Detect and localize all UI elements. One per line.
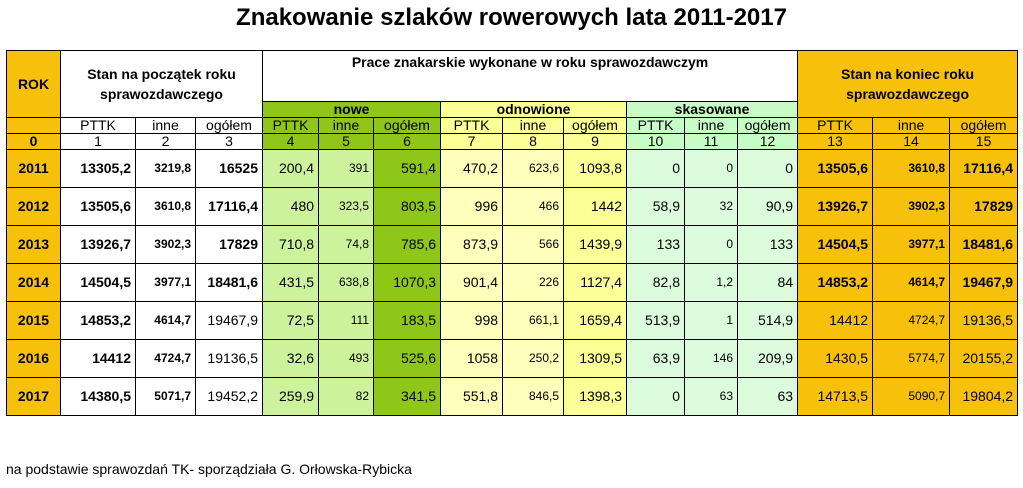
header-end-state: Stan na koniec roku sprawozdawczego — [798, 51, 1018, 118]
table-cell: 480 — [263, 188, 319, 226]
header-work: Prace znakarskie wykonane w roku sprawozdawczym — [263, 51, 798, 102]
table-cell: 0 — [627, 378, 685, 416]
subheader-ogolem: ogółem — [196, 118, 263, 134]
year-cell: 2015 — [7, 302, 61, 340]
table-row — [7, 150, 1018, 188]
column-number: 9 — [564, 134, 627, 150]
subheader-inne: inne — [685, 118, 738, 134]
table-cell: 82 — [319, 378, 374, 416]
table-cell: 13505,6 — [61, 188, 136, 226]
table-cell: 623,6 — [503, 150, 564, 188]
table-row — [7, 378, 1018, 416]
table-cell: 250,2 — [503, 340, 564, 378]
table-cell: 591,4 — [374, 150, 441, 188]
column-number: 14 — [873, 134, 950, 150]
year-cell: 2014 — [7, 264, 61, 302]
table-cell: 32,6 — [263, 340, 319, 378]
subheader-ogolem: ogółem — [374, 118, 441, 134]
year-cell: 2011 — [7, 150, 61, 188]
header-odnowione: odnowione — [441, 102, 627, 118]
table-cell: 3219,8 — [136, 150, 196, 188]
table-row — [7, 264, 1018, 302]
table-cell: 785,6 — [374, 226, 441, 264]
table-cell: 133 — [738, 226, 798, 264]
table-cell: 1058 — [441, 340, 503, 378]
table-cell: 3610,8 — [136, 188, 196, 226]
table-cell: 391 — [319, 150, 374, 188]
table-cell: 873,9 — [441, 226, 503, 264]
column-number: 8 — [503, 134, 564, 150]
table-cell: 525,6 — [374, 340, 441, 378]
table-cell: 1093,8 — [564, 150, 627, 188]
subheader-pttk: PTTK — [61, 118, 136, 134]
table-cell: 638,8 — [319, 264, 374, 302]
subheader-ogolem: ogółem — [950, 118, 1018, 134]
subheader-inne: inne — [503, 118, 564, 134]
column-number-row — [7, 134, 1018, 150]
table-cell: 14713,5 — [798, 378, 873, 416]
column-number: 5 — [319, 134, 374, 150]
table-cell: 466 — [503, 188, 564, 226]
table-cell: 18481,6 — [950, 226, 1018, 264]
table-cell: 431,5 — [263, 264, 319, 302]
header-rok: ROK — [7, 51, 61, 118]
table-cell: 18481,6 — [196, 264, 263, 302]
table-cell: 0 — [685, 226, 738, 264]
table-cell: 4724,7 — [873, 302, 950, 340]
table-cell: 0 — [738, 150, 798, 188]
table-cell: 17116,4 — [950, 150, 1018, 188]
table-row — [7, 302, 1018, 340]
table-cell: 1,2 — [685, 264, 738, 302]
table-cell: 17116,4 — [196, 188, 263, 226]
table-cell: 996 — [441, 188, 503, 226]
table-cell: 1127,4 — [564, 264, 627, 302]
table-cell: 13305,2 — [61, 150, 136, 188]
subheader-inne: inne — [136, 118, 196, 134]
table-cell: 0 — [627, 150, 685, 188]
year-cell: 2013 — [7, 226, 61, 264]
table-cell: 200,4 — [263, 150, 319, 188]
table-cell: 63 — [738, 378, 798, 416]
footer-note: na podstawie sprawozdań TK- sporządziała G. Orłowska-Rybicka — [6, 461, 412, 477]
table-cell: 1439,9 — [564, 226, 627, 264]
table-cell: 20155,2 — [950, 340, 1018, 378]
column-number: 4 — [263, 134, 319, 150]
year-cell: 2012 — [7, 188, 61, 226]
table-cell: 259,9 — [263, 378, 319, 416]
table-cell: 111 — [319, 302, 374, 340]
table-cell: 14504,5 — [61, 264, 136, 302]
column-number: 7 — [441, 134, 503, 150]
table-cell: 14412 — [61, 340, 136, 378]
column-number: 13 — [798, 134, 873, 150]
table-cell: 19136,5 — [196, 340, 263, 378]
page-title: Znakowanie szlaków rowerowych lata 2011-2017 — [236, 4, 787, 31]
table-cell: 803,5 — [374, 188, 441, 226]
column-number: 10 — [627, 134, 685, 150]
data-table — [6, 50, 1018, 416]
table-cell: 493 — [319, 340, 374, 378]
table-cell: 0 — [685, 150, 738, 188]
table-row — [7, 226, 1018, 264]
table-cell: 470,2 — [441, 150, 503, 188]
table-cell: 4724,7 — [136, 340, 196, 378]
table-cell: 13926,7 — [61, 226, 136, 264]
table-cell: 14504,5 — [798, 226, 873, 264]
subheader-inne: inne — [319, 118, 374, 134]
table-cell: 1430,5 — [798, 340, 873, 378]
table-cell: 14853,2 — [798, 264, 873, 302]
table-cell: 514,9 — [738, 302, 798, 340]
header-start-state: Stan na początek roku sprawozdawczego — [61, 51, 263, 118]
table-cell: 14412 — [798, 302, 873, 340]
table-row — [7, 188, 1018, 226]
table-cell: 72,5 — [263, 302, 319, 340]
table-cell: 74,8 — [319, 226, 374, 264]
table-cell: 3902,3 — [873, 188, 950, 226]
column-number: 11 — [685, 134, 738, 150]
subheader-inne: inne — [873, 118, 950, 134]
table-cell: 5090,7 — [873, 378, 950, 416]
table-cell: 63 — [685, 378, 738, 416]
table-cell: 1070,3 — [374, 264, 441, 302]
column-number: 6 — [374, 134, 441, 150]
table-cell: 19467,9 — [196, 302, 263, 340]
table-cell: 566 — [503, 226, 564, 264]
subheader-pttk: PTTK — [798, 118, 873, 134]
table-cell: 13505,6 — [798, 150, 873, 188]
subheader-pttk: PTTK — [627, 118, 685, 134]
year-cell: 2016 — [7, 340, 61, 378]
subheader-empty — [7, 118, 61, 134]
table-cell: 16525 — [196, 150, 263, 188]
table-cell: 17829 — [950, 188, 1018, 226]
table-cell: 846,5 — [503, 378, 564, 416]
table-cell: 183,5 — [374, 302, 441, 340]
table-cell: 90,9 — [738, 188, 798, 226]
header-nowe: nowe — [263, 102, 441, 118]
column-number: 2 — [136, 134, 196, 150]
table-cell: 513,9 — [627, 302, 685, 340]
table-cell: 17829 — [196, 226, 263, 264]
table-cell: 209,9 — [738, 340, 798, 378]
table-cell: 146 — [685, 340, 738, 378]
table-cell: 323,5 — [319, 188, 374, 226]
header-skasowane: skasowane — [627, 102, 798, 118]
table-cell: 5071,7 — [136, 378, 196, 416]
table-cell: 3977,1 — [136, 264, 196, 302]
table-cell: 19136,5 — [950, 302, 1018, 340]
table-cell: 4614,7 — [136, 302, 196, 340]
table-cell: 84 — [738, 264, 798, 302]
table-cell: 82,8 — [627, 264, 685, 302]
table-cell: 4614,7 — [873, 264, 950, 302]
table-cell: 19452,2 — [196, 378, 263, 416]
subheader-ogolem: ogółem — [738, 118, 798, 134]
table-cell: 58,9 — [627, 188, 685, 226]
table-cell: 661,1 — [503, 302, 564, 340]
table-cell: 19804,2 — [950, 378, 1018, 416]
table-cell: 19467,9 — [950, 264, 1018, 302]
table-cell: 3610,8 — [873, 150, 950, 188]
table-cell: 901,4 — [441, 264, 503, 302]
table-cell: 32 — [685, 188, 738, 226]
table-cell: 710,8 — [263, 226, 319, 264]
table-cell: 14853,2 — [61, 302, 136, 340]
table-cell: 1442 — [564, 188, 627, 226]
table-row — [7, 340, 1018, 378]
column-number: 3 — [196, 134, 263, 150]
table-cell: 1 — [685, 302, 738, 340]
column-number: 12 — [738, 134, 798, 150]
table-cell: 1309,5 — [564, 340, 627, 378]
subheader-pttk: PTTK — [441, 118, 503, 134]
table-cell: 551,8 — [441, 378, 503, 416]
table-cell: 1659,4 — [564, 302, 627, 340]
table-cell: 5774,7 — [873, 340, 950, 378]
table-cell: 14380,5 — [61, 378, 136, 416]
table-cell: 63,9 — [627, 340, 685, 378]
column-number: 15 — [950, 134, 1018, 150]
column-number: 0 — [7, 134, 61, 150]
table-cell: 998 — [441, 302, 503, 340]
table-cell: 13926,7 — [798, 188, 873, 226]
table-cell: 133 — [627, 226, 685, 264]
table-cell: 1398,3 — [564, 378, 627, 416]
subheader-ogolem: ogółem — [564, 118, 627, 134]
table-cell: 3977,1 — [873, 226, 950, 264]
table-cell: 226 — [503, 264, 564, 302]
subheader-pttk: PTTK — [263, 118, 319, 134]
year-cell: 2017 — [7, 378, 61, 416]
table-cell: 3902,3 — [136, 226, 196, 264]
table-cell: 341,5 — [374, 378, 441, 416]
column-number: 1 — [61, 134, 136, 150]
